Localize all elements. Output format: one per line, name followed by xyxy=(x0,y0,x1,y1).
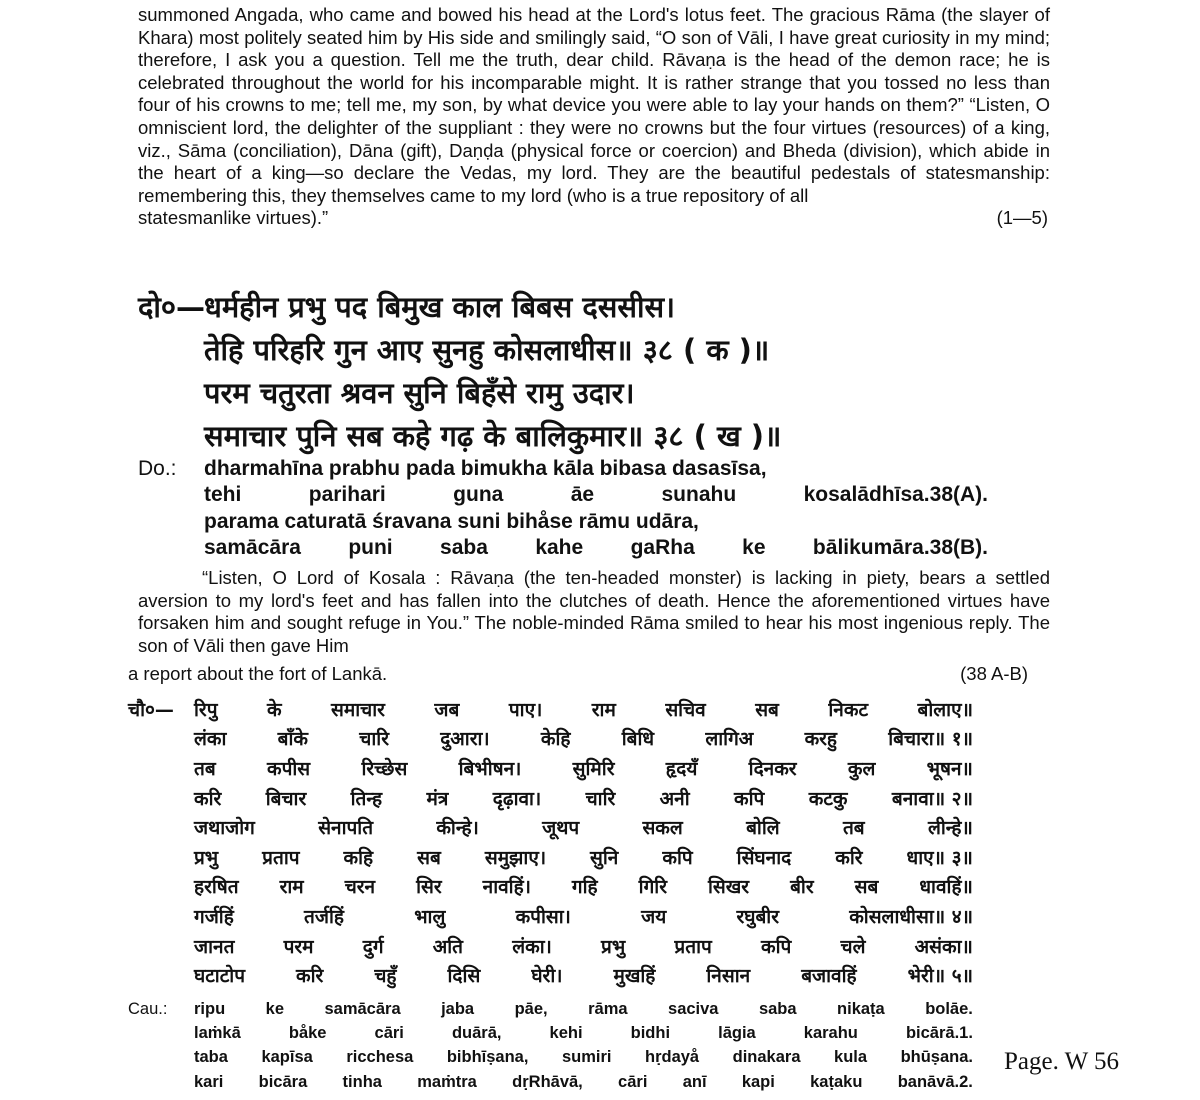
caupai-translit-line-text xyxy=(194,1000,973,1019)
opening-verse-reference: (1—5) xyxy=(996,207,1048,229)
caupai-word: बोलाए॥ xyxy=(917,698,973,721)
doha-translit-text: samācāra puni saba kahe gaRha ke bālikumāra.38(B). xyxy=(204,535,988,559)
caupai-translit-word: lāgia xyxy=(718,1024,756,1043)
caupai-word: लीन्हे॥ xyxy=(927,817,973,840)
caupai-translit-line-text xyxy=(194,1024,973,1043)
caupai-line xyxy=(128,872,973,902)
caupai-word: चरन xyxy=(344,876,376,899)
caupai-word: कोसलाधीसा॥ ४॥ xyxy=(849,905,973,928)
caupai-word: राम xyxy=(279,876,304,899)
caupai-word: सचिव xyxy=(665,698,706,721)
caupai-word: चहुँ xyxy=(374,965,397,988)
caupai-word: कीन्हे। xyxy=(436,817,479,840)
caupai-translit-word: nikaṭa xyxy=(837,999,885,1018)
caupai-translit-word: taba xyxy=(194,1048,228,1067)
caupai-word: असंका॥ xyxy=(914,935,973,958)
caupai-word: धाए॥ ३॥ xyxy=(906,846,973,869)
caupai-translit-word: cāri xyxy=(374,1024,404,1043)
caupai-line-text xyxy=(194,844,973,870)
caupai-translit-line-text xyxy=(194,1073,973,1092)
caupai-translit-word: saba xyxy=(758,999,797,1018)
caupai-word: प्रताप xyxy=(674,935,712,958)
caupai-line xyxy=(128,931,973,961)
doha-label: दो०— xyxy=(138,290,205,324)
caupai-word: प्रभु xyxy=(194,846,219,869)
caupai-translit-word: pāe, xyxy=(514,999,548,1018)
caupai-translit-word: karahu xyxy=(803,1024,858,1043)
caupai-line-text xyxy=(194,725,973,751)
caupai-word: घेरी। xyxy=(531,965,563,988)
caupai-word: जय xyxy=(641,905,667,928)
caupai-line xyxy=(128,842,973,872)
caupai-word: दिसि xyxy=(447,965,481,988)
caupai-word: घटाटोप xyxy=(194,965,246,988)
caupai-word: दुर्ग xyxy=(362,935,384,958)
doha-line xyxy=(138,286,1038,329)
caupai-word: सब xyxy=(417,846,441,869)
caupai-word: बिधि xyxy=(621,728,655,751)
caupai-word: कुल xyxy=(847,757,876,780)
doha-line: समाचार पुनि सब कहे गढ़ के बालिकुमार॥ ३८ ( ख )॥ xyxy=(204,419,782,453)
caupai-word: जथाजोग xyxy=(194,817,255,840)
doha-devanagari xyxy=(138,286,1038,458)
caupai-line-text xyxy=(194,785,973,811)
caupai-translit-word: kapi xyxy=(741,1072,775,1091)
caupai-line-text xyxy=(194,814,973,840)
caupai-translit-word: laṁkā xyxy=(194,1024,241,1043)
caupai-word: भालु xyxy=(414,905,446,928)
caupai-word: अनी xyxy=(659,787,690,810)
caupai-word: मंत्र xyxy=(426,787,449,810)
caupai-word: करि xyxy=(296,965,324,988)
caupai-word: प्रताप xyxy=(262,846,300,869)
caupai-word: सिर xyxy=(416,876,442,899)
caupai-word: तब xyxy=(194,757,216,780)
caupai-word: जब xyxy=(434,698,460,721)
doha-translit-line xyxy=(138,456,988,482)
caupai-word: पाए। xyxy=(508,698,543,721)
caupai-word: कहि xyxy=(343,846,374,869)
caupai-word: करि xyxy=(194,787,222,810)
caupai-translit-word: hṛdayå xyxy=(645,1048,700,1067)
caupai-translit-word: anī xyxy=(682,1072,707,1091)
caupai-translit-word: kula xyxy=(834,1048,868,1067)
caupai-line xyxy=(128,901,973,931)
caupai-word: बिभीषन। xyxy=(458,757,522,780)
caupai-word: कपि xyxy=(760,935,792,958)
caupai-word: रिपु xyxy=(194,698,218,721)
caupai-word: केहि xyxy=(540,728,571,751)
caupai-translit-line xyxy=(128,1021,973,1045)
caupai-word: बजावहिं xyxy=(801,965,857,988)
caupai-devanagari xyxy=(128,694,973,990)
caupai-word: सिखर xyxy=(707,876,750,899)
caupai-transliteration xyxy=(128,997,973,1095)
caupai-word: बिचारा॥ १॥ xyxy=(888,728,973,751)
opening-paragraph: summoned Angada, who came and bowed his head at the Lord's lotus feet. The gracious Rāma (the slayer of Khara) most politely seated him by His side and smilingly said, “O son of Vāli, I have great curiosity in my mind; therefore, I ask you a question. Tell me the truth, dear child. Rāvaṇa is the head of the demon race; he is celebrated throughout the world for his incomparable might. It is rather strange that you tossed no less than four of his crowns to me; tell me, my son, by what device you were able to lay your hands on them?” “Listen, O omniscient lord, the delighter of the suppliant : they were no crowns but the four virtues (resources) of a king, viz., Sāma (conciliation), Dāna (gift), Daṇḍa (physical force or coercion) and Bheda (division), which abide in the heart of a king—so declare the Vedas, my lord. They are the beautiful pedestals of statesmanship: remembering this, they themselves came to my lord (who is a true repository of all xyxy=(138,4,1050,206)
caupai-word: तिन्ह xyxy=(350,787,383,810)
translation-last-line-text: a report about the fort of Lankā. xyxy=(128,663,388,684)
doha-transliteration xyxy=(138,456,988,561)
caupai-word: सब xyxy=(854,876,879,899)
caupai-word: चारि xyxy=(585,787,616,810)
caupai-translit-word: bhūṣana. xyxy=(900,1048,973,1067)
caupai-word: तब xyxy=(842,817,865,840)
caupai-translit-word: saciva xyxy=(668,999,719,1018)
caupai-translit-word: dṛRhāvā, xyxy=(512,1072,583,1091)
caupai-word: निकट xyxy=(828,698,869,721)
caupai-word: रिच्छेस xyxy=(361,757,408,780)
caupai-translit-line xyxy=(128,1070,973,1094)
caupai-translit-word: båke xyxy=(288,1024,327,1043)
caupai-line xyxy=(128,724,973,754)
caupai-word: के xyxy=(266,698,282,721)
caupai-word: सुमिरि xyxy=(572,757,615,780)
caupai-translit-line-text xyxy=(194,1048,973,1067)
doha-translit-line xyxy=(138,509,988,535)
caupai-word: समाचार xyxy=(331,698,385,721)
doha-line: परम चतुरता श्रवन सुनि बिहँसे रामु उदार। xyxy=(204,376,635,410)
caupai-word: जानत xyxy=(194,935,235,958)
doha-line: तेहि परिहरि गुन आए सुनहु कोसलाधीस॥ ३८ ( क )॥ xyxy=(204,333,770,367)
caupai-translit-word: cāri xyxy=(618,1072,648,1091)
caupai-word: चले xyxy=(840,935,866,958)
caupai-translit-word: kapīsa xyxy=(261,1048,313,1067)
translation-last-line-block xyxy=(128,663,1028,686)
caupai-word: सिंघनाद xyxy=(736,846,792,869)
caupai-word: गर्जहिं xyxy=(194,905,234,928)
caupai-translit-word: sumiri xyxy=(561,1048,612,1067)
opening-last-line xyxy=(138,207,1050,230)
caupai-word: लागिअ xyxy=(705,728,754,751)
caupai-word: लंका। xyxy=(512,935,552,958)
caupai-translit-word: duārā, xyxy=(451,1024,502,1043)
caupai-translit-word: ke xyxy=(265,999,284,1018)
caupai-translit-word: bicārā.1. xyxy=(905,1024,973,1043)
caupai-word: सकल xyxy=(642,817,683,840)
caupai-word: कपि xyxy=(662,846,693,869)
doha-translit-text: parama caturatā śravana suni bihåse rāmu udāra, xyxy=(204,509,699,533)
caupai-word: नावहिं। xyxy=(482,876,531,899)
caupai-word: कपीस xyxy=(266,757,311,780)
caupai-translit-word: jaba xyxy=(441,999,475,1018)
translation-paragraph-block xyxy=(138,567,1050,657)
caupai-word: सेनापति xyxy=(318,817,374,840)
caupai-word: प्रभु xyxy=(601,935,626,958)
caupai-translit-word: bicāra xyxy=(258,1072,308,1091)
caupai-word: बीर xyxy=(790,876,814,899)
caupai-translit-word: kaṭaku xyxy=(810,1072,863,1091)
caupai-translit-word: kari xyxy=(194,1072,224,1091)
caupai-word: दुआरा। xyxy=(440,728,490,751)
caupai-translit-word: bidhi xyxy=(630,1024,671,1043)
caupai-word: बनावा॥ २॥ xyxy=(891,787,973,810)
caupai-word: निसान xyxy=(706,965,751,988)
caupai-line-text xyxy=(194,933,973,959)
caupai-line-text xyxy=(194,755,973,781)
caupai-word: भेरी॥ ५॥ xyxy=(907,965,973,988)
doha-translit-line xyxy=(138,535,988,561)
caupai-word: करहु xyxy=(804,728,838,751)
caupai-translit-word: bibhīṣana, xyxy=(446,1048,529,1067)
caupai-word: तर्जहिं xyxy=(304,905,344,928)
page-number: Page. W 56 xyxy=(1004,1048,1120,1075)
caupai-translit-line xyxy=(128,1046,973,1070)
translation-last-line xyxy=(128,663,1028,686)
caupai-translit-word: kehi xyxy=(549,1024,583,1043)
caupai-translit-word: banāvā.2. xyxy=(897,1072,973,1091)
caupai-word: हृदयँ xyxy=(665,757,698,780)
caupai-word: दृढ़ावा। xyxy=(492,787,542,810)
caupai-word: समुझाए। xyxy=(484,846,547,869)
caupai-word: धावहिं॥ xyxy=(919,876,973,899)
caupai-word: हरषित xyxy=(194,876,239,899)
caupai-word: बोलि xyxy=(746,817,780,840)
caupai-word: परम xyxy=(283,935,314,958)
doha-translit-line xyxy=(138,482,988,508)
caupai-word: कपि xyxy=(734,787,765,810)
caupai-translit-word: rāma xyxy=(588,999,628,1018)
caupai-line xyxy=(128,753,973,783)
caupai-word: जूथप xyxy=(542,817,580,840)
caupai-line-text xyxy=(194,696,973,722)
caupai-word: मुखहिं xyxy=(613,965,656,988)
caupai-word: अति xyxy=(432,935,464,958)
caupai-translit-line xyxy=(128,997,973,1021)
caupai-word: कटकु xyxy=(808,787,848,810)
doha-translit-label: Do.: xyxy=(138,457,177,480)
caupai-word: रघुबीर xyxy=(736,905,779,928)
caupai-translit-word: maṁtra xyxy=(417,1072,477,1091)
caupai-word: चारि xyxy=(359,728,389,751)
caupai-word: कपीसा। xyxy=(515,905,571,928)
caupai-line xyxy=(128,694,973,724)
caupai-word: सब xyxy=(755,698,779,721)
caupai-word: भूषन॥ xyxy=(926,757,973,780)
caupai-word: गिरि xyxy=(638,876,667,899)
caupai-line xyxy=(128,960,973,990)
caupai-translit-word: ricchesa xyxy=(346,1048,414,1067)
doha-translit-text: dharmahīna prabhu pada bimukha kāla bibasa dasasīsa, xyxy=(204,457,767,480)
translation-verse-reference: (38 A-B) xyxy=(960,663,1028,684)
caupai-translit-word: ripu xyxy=(194,999,226,1018)
opening-paragraph-block xyxy=(138,4,1050,230)
opening-last-line-text: statesmanlike virtues).” xyxy=(138,207,329,229)
caupai-translit-word: dinakara xyxy=(732,1048,801,1067)
caupai-line xyxy=(128,812,973,842)
caupai-translit-word: bolāe. xyxy=(925,999,973,1018)
caupai-word: राम xyxy=(591,698,616,721)
caupai-translit-word: tinha xyxy=(342,1072,382,1091)
caupai-word: करि xyxy=(835,846,863,869)
doha-translit-text: tehi parihari guna āe sunahu kosalādhīsa.38(A). xyxy=(204,483,988,507)
caupai-line-text xyxy=(194,903,973,929)
caupai-word: बिचार xyxy=(265,787,307,810)
caupai-word: गहि xyxy=(571,876,598,899)
caupai-line xyxy=(128,783,973,813)
caupai-translit-label: Cau.: xyxy=(128,999,168,1018)
translation-paragraph: “Listen, O Lord of Kosala : Rāvaṇa (the ten-headed monster) is lacking in piety, bears a settled aversion to my lord's feet and has fallen into the clutches of death. Hence the aforementioned virtues have forsaken him and sought refuge in You.” The noble-minded Rāma smiled to hear his most ingenious reply. The son of Vāli then gave Him xyxy=(138,567,1050,656)
caupai-translit-word: samācāra xyxy=(324,999,401,1018)
caupai-word: बाँके xyxy=(277,728,309,751)
caupai-label: चौ०— xyxy=(128,698,174,721)
caupai-word: सुनि xyxy=(590,846,619,869)
doha-line-text: धर्महीन प्रभु पद बिमुख काल बिबस दससीस। xyxy=(204,290,676,324)
caupai-line-text xyxy=(194,962,973,988)
caupai-word: दिनकर xyxy=(748,757,797,780)
caupai-line-text xyxy=(194,873,973,899)
caupai-word: लंका xyxy=(194,728,227,751)
